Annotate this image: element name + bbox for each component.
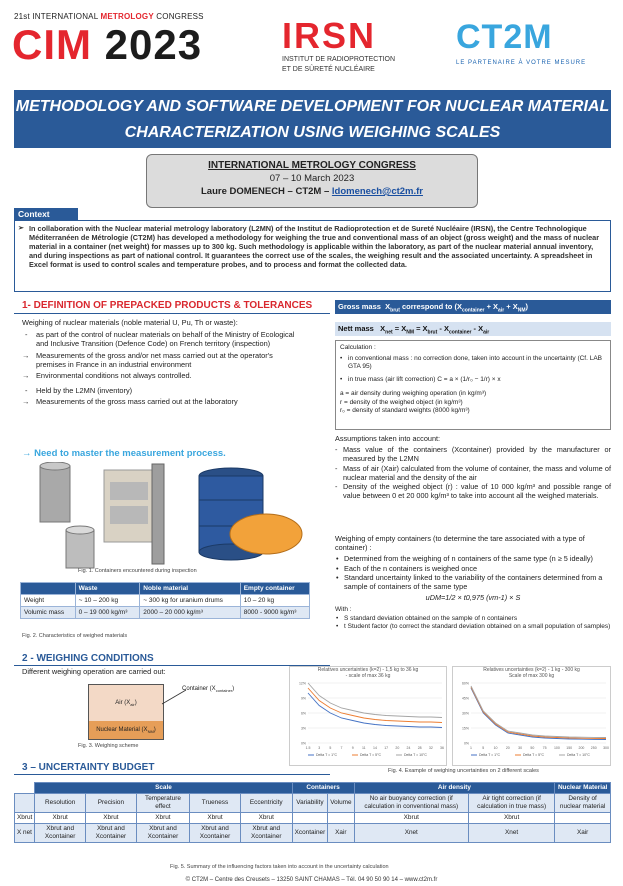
list-item: - Mass of air (Xair) calculated from the volume of container, the mass and volume of nuclear material and the density of the air	[335, 464, 611, 482]
x-tick-label: 28	[417, 746, 422, 750]
footer: © CT2M – Centre des Creusets – 13250 SAINT CHAMAS – Tél. 04 90 50 90 14 – www.ct2m.fr	[185, 877, 438, 883]
x-tick-label: 9	[351, 746, 354, 750]
assumptions-block: Assumptions taken into account: - Mass value of the containers (Xcontainer) provided by the manufacturer or measured by the L2MN - Mass of air (Xair) calculated from the volume of container, the mass and volume of nuclear material and the density of the air - Density of the weighed object (r) : value of 10 000 kg/m³ and possible range of value between 0 et 20 000 kg/m³ to take into account all the weighed materials.	[335, 434, 611, 500]
containers-photos	[26, 462, 326, 572]
x-tick-label: 10	[493, 746, 498, 750]
table-header: Nuclear Material	[555, 783, 611, 794]
table-row: Volumic mass 0 – 19 000 kg/m³ 2000 – 20 000 kg/m³ 8000 - 9000 kg/m³	[21, 607, 310, 619]
chart-right-plot	[453, 679, 610, 759]
air-layer: Air $(X_{air})$	[89, 685, 163, 721]
y-tick-label: 60%	[461, 681, 469, 686]
list-item: → Measurements of the gross and/or net mass carried out at the operator's premises in France in an industrial environment	[22, 351, 302, 369]
x-tick-label: 20	[395, 746, 400, 750]
x-tick-label: 3	[318, 746, 321, 750]
list-item: • t Student factor (to correct the standard deviation obtained on a small population of samples)	[335, 623, 611, 631]
x-tick-label: 200	[578, 746, 585, 750]
x-tick-label: 7	[340, 746, 343, 750]
formula: uDM=1/2 × t0,975 (vm-1) × S	[425, 593, 521, 603]
x-tick-label: 1.5	[305, 746, 311, 750]
x-tick-label: 24	[406, 746, 411, 750]
table-cell: Volume	[328, 794, 354, 813]
table-header	[15, 783, 35, 794]
y-tick-label: 12%	[298, 681, 306, 686]
legend-label: Delta T = 5°C	[360, 753, 382, 757]
list-item: • Standard uncertainty linked to the variability of the containers determined from a sample of containers of the same type	[335, 573, 611, 591]
x-tick-label: 75	[542, 746, 547, 750]
x-tick-label: 300	[603, 746, 609, 750]
series-line	[471, 688, 606, 740]
cim-edition: 21st INTERNATIONAL METROLOGY CONGRESS	[14, 12, 204, 21]
table-header: Waste	[75, 583, 140, 595]
materials-table	[20, 582, 310, 619]
legend-label: Delta T = 10°C	[567, 753, 590, 757]
table-cell: Temperature effect	[136, 794, 189, 813]
fig5-caption: Fig. 5. Summary of the influencing factors taken into account in the uncertainty calculation	[170, 864, 389, 870]
table-cell: Precision	[86, 794, 137, 813]
list-item: - Density of the weighed object (r) : value of 10 000 kg/m³ and possible range of value between 0 et 20 000 kg/m³ to take into account all the weighed materials.	[335, 482, 611, 500]
x-tick-label: 5	[482, 746, 485, 750]
fig3-caption: Fig. 3. Weighing scheme	[78, 743, 139, 749]
y-tick-label: 45%	[461, 696, 469, 701]
section2-heading: 2 - WEIGHING CONDITIONS	[22, 653, 154, 664]
list-item: • Each of the n containers is weighed once	[335, 564, 611, 573]
section2-intro: Different weighing operation are carried out:	[22, 667, 166, 676]
weighing-scheme	[88, 684, 164, 740]
chart-right-title: Relatives uncertainties (k=2) - 1 kg - 300 kg Scale of max 300 kg	[483, 667, 580, 679]
table-header: Containers	[292, 783, 354, 794]
nuclear-material-layer: Nuclear Material $(X_{NM})$	[89, 721, 163, 739]
table-row: Weight ~ 10 – 200 kg ~ 300 kg for uranium drums 10 – 20 kg	[21, 595, 310, 607]
list-item: → Measurements of the gross mass carried out at the laboratory	[22, 397, 302, 406]
table-row: X net Xbrut and Xcontainer Xbrut and Xcontainer Xbrut and Xcontainer Xbrut and Xcontainer Xbrut and Xcontainer Xcontainer Xair Xnet Xnet Xair	[15, 824, 611, 843]
container-label: Container $(X_{container})$	[182, 686, 235, 694]
y-tick-label: 0%	[463, 741, 469, 746]
need-statement: → Need to master the measurement process.	[22, 448, 226, 459]
chart-left-title: Relatives uncertainties (k=2) - 1,5 kg to 36 kg - scale of max 36 kg	[317, 667, 419, 679]
calculation-box: Calculation : • in conventional mass : no correction done, taken into account in the uncertainty (Cf. LAB GTA 95) • in true mass (air lift correction) C = a × (1/r₀ − 1/r) × x a = air density during weighing operation (in kg/m³) r = density of the weighed object (in kg/m³) r₀ = density of standard weights (8000 kg/m³)	[335, 340, 611, 430]
y-tick-label: 0%	[300, 741, 306, 746]
table-header	[21, 583, 76, 595]
x-tick-label: 50	[530, 746, 535, 750]
section1-divider	[14, 313, 330, 314]
nett-mass-box: Nett mass $X_{net} = X_{NM} = X_{brut} - X_{container} - X_{air}$	[335, 322, 611, 336]
legend-label: Delta T = 10°C	[404, 753, 427, 757]
list-item: - Held by the L2MN (inventory)	[22, 386, 302, 395]
legend-label: Delta T = 1°C	[316, 753, 338, 757]
y-tick-label: 6%	[300, 711, 306, 716]
series-line	[308, 683, 442, 718]
fig1-caption: Fig. 1. Containers encountered during inspection	[78, 568, 197, 574]
fig4-caption: Fig. 4. Example of weighing uncertainties on 2 different scales	[388, 768, 539, 774]
series-line	[471, 686, 606, 738]
ct2m-logo: CT2M LE PARTENAIRE À VOTRE MESURE	[456, 18, 587, 66]
context-label: Context	[14, 208, 78, 220]
legend-label: Delta T = 5°C	[523, 753, 545, 757]
table-header: Noble material	[140, 583, 240, 595]
poster-title: METHODOLOGY AND SOFTWARE DEVELOPMENT FOR NUCLEAR MATERIAL CHARACTERIZATION USING WEIGHING SCALES	[14, 90, 611, 148]
table-row: Xbrut Xbrut Xbrut Xbrut Xbrut Xbrut Xbrut Xbrut	[15, 813, 611, 824]
list-item: • in conventional mass : no correction done, taken into account in the uncertainty (Cf. LAB GTA 95)	[340, 355, 606, 372]
table-header: Scale	[35, 783, 292, 794]
table-cell: Trueness	[190, 794, 241, 813]
table-cell: Air tight correction (if calculation in true mass)	[469, 794, 555, 813]
table-header: Air density	[354, 783, 555, 794]
list-item: - Mass value of the containers (Xcontainer) provided by the manufacturer or measured by the L2MN	[335, 445, 611, 463]
list-item: • S standard deviation obtained on the sample of n containers	[335, 615, 611, 623]
table-cell: Eccentricity	[240, 794, 292, 813]
section3-heading: 3 – UNCERTAINTY BUDGET	[22, 762, 155, 773]
x-tick-label: 250	[590, 746, 597, 750]
irsn-logo: IRSN INSTITUT DE RADIOPROTECTION ET DE SÛRETÉ NUCLÉAIRE	[282, 15, 396, 73]
table-header: Empty container	[240, 583, 309, 595]
table-cell: No air buoyancy correction (if calculation in conventional mass)	[354, 794, 468, 813]
y-tick-label: 15%	[461, 726, 469, 731]
x-tick-label: 17	[384, 746, 389, 750]
x-tick-label: 20	[505, 746, 510, 750]
context-text: ➢ In collaboration with the Nuclear material metrology laboratory (L2MN) of the Institut de Radioprotection et de Sureté Nucléaire (IRSN), the Centre Technologique Méditerranéen de Métrologie (CT2M) has developed a methodology for weighing the true and conventional mass of an object (gross weight) and the mass of nuclear material in a container (net weight) for masses up to 300 kg. Such methodology is applicable within the laboratory, as part of the nuclear material annual inventory, and during inspections as part of national control. It guarantees the correct use of the scales, the weighing result and the associated uncertainty. A spreadsheet in Excel format is used to control scales and temperature probes, and to process and format the collected data.	[14, 220, 611, 292]
chart-left-plot	[290, 679, 446, 759]
x-tick-label: 14	[373, 746, 377, 750]
section1-body: Weighing of nuclear materials (noble material U, Pu, Th or waste): - as part of the control of nuclear materials on behalf of the Ministry of Ecological and Inclusive Transition (Defence Code) on French territory (inspection) → Measurements of the gross and/or net mass carried out at the operator's premises in France in an industrial environment → Environmental conditions not always controlled. - Held by the L2MN (inventory) → Measurements of the gross mass carried out at the laboratory	[22, 318, 302, 409]
conference-box: INTERNATIONAL METROLOGY CONGRESS 07 – 10 March 2023 Laure DOMENECH – CT2M – ldomenech@ct2m.fr	[146, 154, 478, 208]
x-tick-label: 100	[553, 746, 560, 750]
x-tick-label: 1	[470, 746, 472, 750]
x-tick-label: 30	[518, 746, 523, 750]
x-tick-label: 11	[362, 746, 366, 750]
chart-left	[289, 666, 447, 766]
list-item: - as part of the control of nuclear materials on behalf of the Ministry of Ecological and Inclusive Transition (Defence Code) on French territory (inspection)	[22, 330, 302, 348]
x-tick-label: 5	[329, 746, 332, 750]
list-item: • in true mass (air lift correction) C = a × (1/r₀ − 1/r) × x	[340, 376, 606, 385]
legend-label: Delta T = 1°C	[479, 753, 501, 757]
y-tick-label: 30%	[461, 711, 469, 716]
author-email-link[interactable]: ldomenech@ct2m.fr	[331, 186, 423, 197]
section2-divider	[14, 665, 330, 666]
y-tick-label: 3%	[300, 726, 306, 731]
table-cell	[15, 794, 35, 813]
x-tick-label: 150	[566, 746, 573, 750]
section3-divider	[14, 774, 330, 775]
empty-containers-block: Weighing of empty containers (to determine the tare associated with a type of container) : • Determined from the weighing of n containers of the same type (n ≥ 5 ideally) • Each of the n containers is weighed once • Standard uncertainty linked to the variability of the containers determined from a sample of containers of the same type uDM=1/2 × t0,975 (vm-1) × S With : • S standard deviation obtained on the sample of n containers • t Student factor (to correct the standard deviation obtained on a small population of samples)	[335, 534, 611, 631]
fig2-caption: Fig. 2. Characteristics of weighed materials	[22, 633, 128, 639]
table-cell: Variability	[292, 794, 328, 813]
list-item: • Determined from the weighing of n containers of the same type (n ≥ 5 ideally)	[335, 554, 611, 563]
table-cell: Resolution	[35, 794, 86, 813]
chart-right	[452, 666, 611, 766]
gross-mass-box: Gross mass $X_{brut}$ correspond to $(X_{container} + X_{air} + X_{NM})$	[335, 300, 611, 314]
x-tick-label: 36	[440, 746, 444, 750]
list-item: → Environmental conditions not always controlled.	[22, 371, 302, 380]
uncertainty-table	[14, 782, 611, 843]
y-tick-label: 9%	[300, 696, 306, 701]
section1-heading: 1- DEFINITION OF PREPACKED PRODUCTS & TOLERANCES	[22, 300, 313, 311]
cim-logo: CIM 2023	[12, 21, 203, 68]
x-tick-label: 32	[428, 746, 433, 750]
table-cell: Density of nuclear material	[555, 794, 611, 813]
